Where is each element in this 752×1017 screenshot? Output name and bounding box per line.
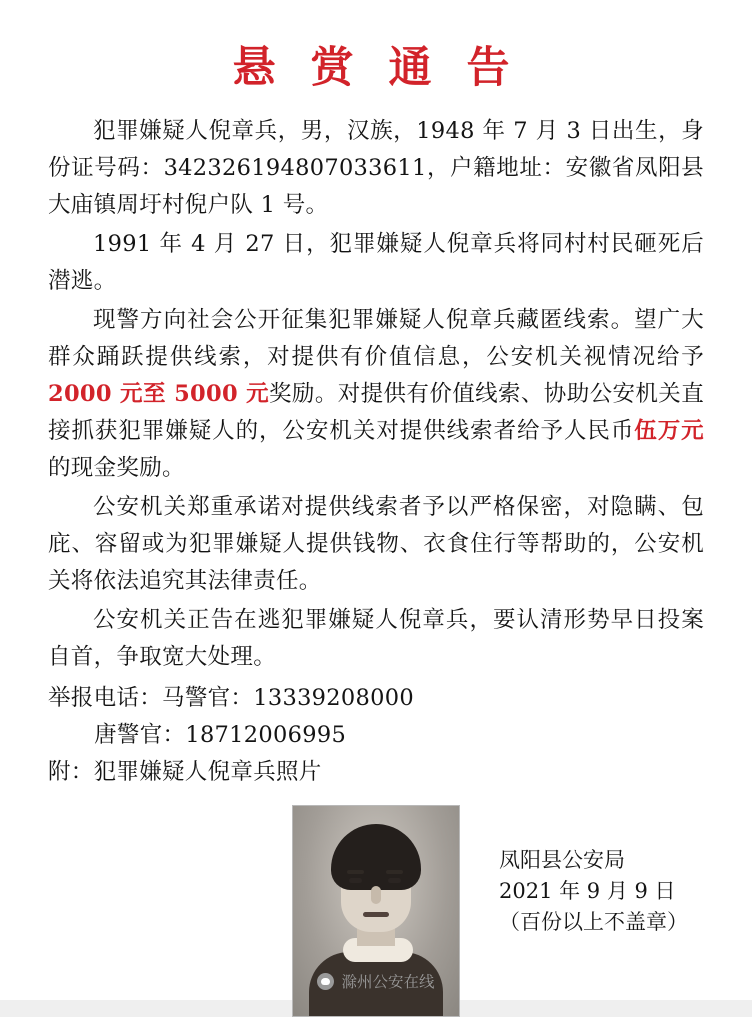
reward-text-part2: 奖励。对提供有价值线索、协助公安机关直接抓获犯罪嫌疑人的，公安机关对提供线索者给予人民币 [48,381,704,444]
reward-text-part3: 的现金奖励。 [48,455,185,481]
contact-line-2 [48,717,704,754]
suspect-info-text: 犯罪嫌疑人倪章兵，男，汉族，1948 年 7 月 3 日出生，身份证号码：342326194807033611，户籍地址：安徽省凤阳县大庙镇周圩村倪户队 1 号。 [48,118,704,218]
contact-line-1 [48,680,704,717]
attachment-note: 附：犯罪嫌疑人倪章兵照片 [48,759,322,785]
reward-amount-range: 2000 元至 5000 元 [48,381,270,407]
poster-body [48,113,704,791]
surrender-advice-text: 公安机关正告在逃犯罪嫌疑人倪章兵，要认清形势早日投案自首，争取宽大处理。 [48,607,704,670]
reward-amount-major: 伍万元 [634,418,704,444]
officer-name-1: 马警官： [162,685,254,711]
contact-block [48,680,704,754]
watermark-text: 滁州公安在线 [341,974,435,991]
paragraph-suspect-info [48,113,704,224]
photo-brow-right [386,870,403,874]
case-description-text: 1991 年 4 月 27 日，犯罪嫌疑人倪章兵将同村村民砸死后潜逃。 [48,231,704,294]
paragraph-surrender-advice [48,602,704,676]
stamp-note: （百份以上不盖章） [499,910,688,934]
officer-phone-2[interactable]: 18712006995 [185,722,347,748]
issuing-authority: 凤阳县公安局 [499,848,625,872]
photo-eye-right [388,878,401,883]
paragraph-confidentiality [48,489,704,600]
signature-block [499,845,688,938]
photo-brow-left [347,870,364,874]
contact-label: 举报电话： [48,685,163,711]
confidentiality-text: 公安机关郑重承诺对提供线索者予以严格保密，对隐瞒、包庇、容留或为犯罪嫌疑人提供钱物、衣食住行等帮助的，公安机关将依法追究其法律责任。 [48,494,704,594]
photo-mouth [363,912,389,917]
paragraph-reward-notice [48,302,704,487]
photo-nose [371,886,381,904]
officer-phone-1[interactable]: 13339208000 [253,685,414,711]
watermark [0,970,752,992]
weibo-icon [317,973,334,990]
issue-date: 2021 年 9 月 9 日 [499,879,676,903]
officer-name-2: 唐警官： [94,722,186,748]
page-title: 悬 赏 通 告 [232,43,520,93]
paragraph-case-description [48,226,704,300]
reward-text-part1: 现警方向社会公开征集犯罪嫌疑人倪章兵藏匿线索。望广大群众踊跃提供线索，对提供有价值信息，公安机关视情况给予 [48,307,704,370]
photo-eye-left [349,878,362,883]
